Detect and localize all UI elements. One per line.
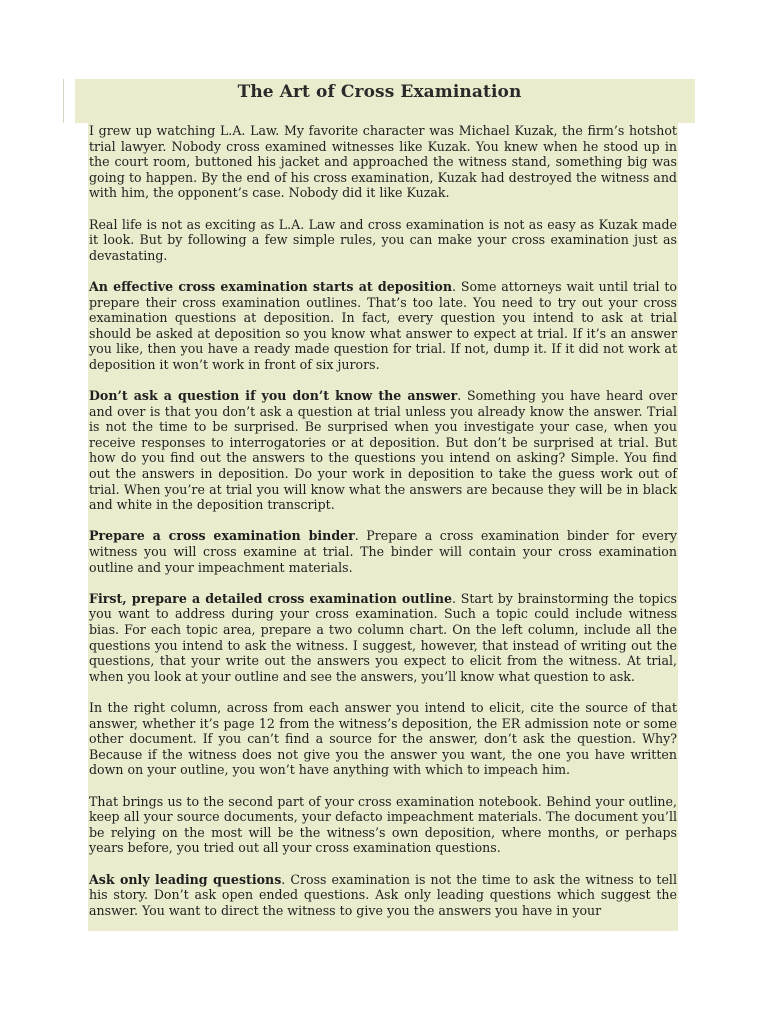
- paragraph-5: [89, 528, 677, 575]
- paragraph-2: [89, 217, 677, 264]
- paragraph-4: [89, 388, 677, 513]
- paragraph-heading: An effective cross examination starts at deposition: [89, 278, 452, 294]
- paragraph-heading: First, prepare a detailed cross examination outline: [89, 590, 452, 606]
- paragraph-text: . Cross examination is not the time to ask the witness to tell his story. Don’t ask open ended questions. Ask only leading questions which suggest the answer. You want to direct the witness to give you the answers you have in your: [89, 871, 677, 918]
- paragraph-text: . Something you have heard over and over is that you don’t ask a question at trial unless you already know the answer. Trial is not the time to be surprised. Be surprised when you investigate your case, when you receive responses to interrogatories or at deposition. But don’t be surprised at trial. But how do you find out the answers to the questions you intend on asking? Simple. You find out the answers in deposition. Do your work in deposition to take the guess work out of trial. When you’re at trial you will know what the answers are because they will be in black and white in the deposition transcript.: [89, 388, 677, 513]
- document-body: [88, 123, 678, 931]
- paragraph-7: [89, 700, 677, 778]
- paragraph-text: . Start by brainstorming the topics you want to address during your cross examination. Such a topic could include witness bias. For each topic area, prepare a two column chart. On the left column, include all the questions you intend to ask the witness. I suggest, however, that instead of writing out the questions, that your write out the answers you expect to elicit from the witness. At trial, when you look at your outline and see the answers, you’ll know what question to ask.: [89, 590, 677, 684]
- paragraph-heading: Ask only leading questions: [89, 871, 282, 887]
- document-body-text: [88, 123, 678, 918]
- paragraph-text: That brings us to the second part of your cross examination notebook. Behind your outline, keep all your source documents, your defacto impeachment materials. The document you’ll be relying on the most will be the witness’s own deposition, where months, or perhaps years before, you tried out all your cross examination questions.: [89, 793, 677, 856]
- document-title: The Art of Cross Examination: [237, 82, 522, 102]
- paragraph-text: . Prepare a cross examination binder for every witness you will cross examine at trial. The binder will contain your cross examination outline and your impeachment materials.: [89, 528, 678, 575]
- paragraph-heading: Prepare a cross examination binder: [89, 528, 355, 544]
- paragraph-text: In the right column, across from each answer you intend to elicit, cite the source of that answer, whether it’s page 12 from the witness’s deposition, the ER admission note or some other document. If you can’t find a source for the answer, don’t ask the question. Why? Because if the witness does not give you the answer you want, the one you have written down on your outline, you won’t have anything with which to impeach him.: [89, 699, 677, 778]
- paragraph-3: [89, 279, 677, 373]
- paragraph-1: [89, 123, 677, 201]
- paragraph-text: . Some attorneys wait until trial to prepare their cross examination outlines. That’s too late. You need to try out your cross examination questions at deposition. In fact, every question you intend to ask at trial should be asked at deposition so you know what answer to expect at trial. If it’s an answer you like, then you have a ready made question for trial. If not, dump it. If it did not work at deposition it won’t work in front of six jurors.: [89, 278, 677, 372]
- paragraph-text: I grew up watching L.A. Law. My favorite character was Michael Kuzak, the firm’s hotshot trial lawyer. Nobody cross examined witnesses like Kuzak. You knew when he stood up in the court room, buttoned his jacket and approached the witness stand, something big was going to happen. By the end of his cross examination, Kuzak had destroyed the witness and with him, the opponent’s case. Nobody did it like Kuzak.: [89, 123, 677, 201]
- title-band: [63, 79, 695, 123]
- paragraph-heading: Don’t ask a question if you don’t know the answer: [89, 388, 458, 404]
- paragraph-9: [89, 872, 677, 919]
- paragraph-8: [89, 794, 677, 856]
- paragraph-text: Real life is not as exciting as L.A. Law and cross examination is not as easy as Kuzak made it look. But by following a few simple rules, you can make your cross examination just as devastating.: [89, 216, 677, 263]
- paragraph-6: [89, 591, 677, 685]
